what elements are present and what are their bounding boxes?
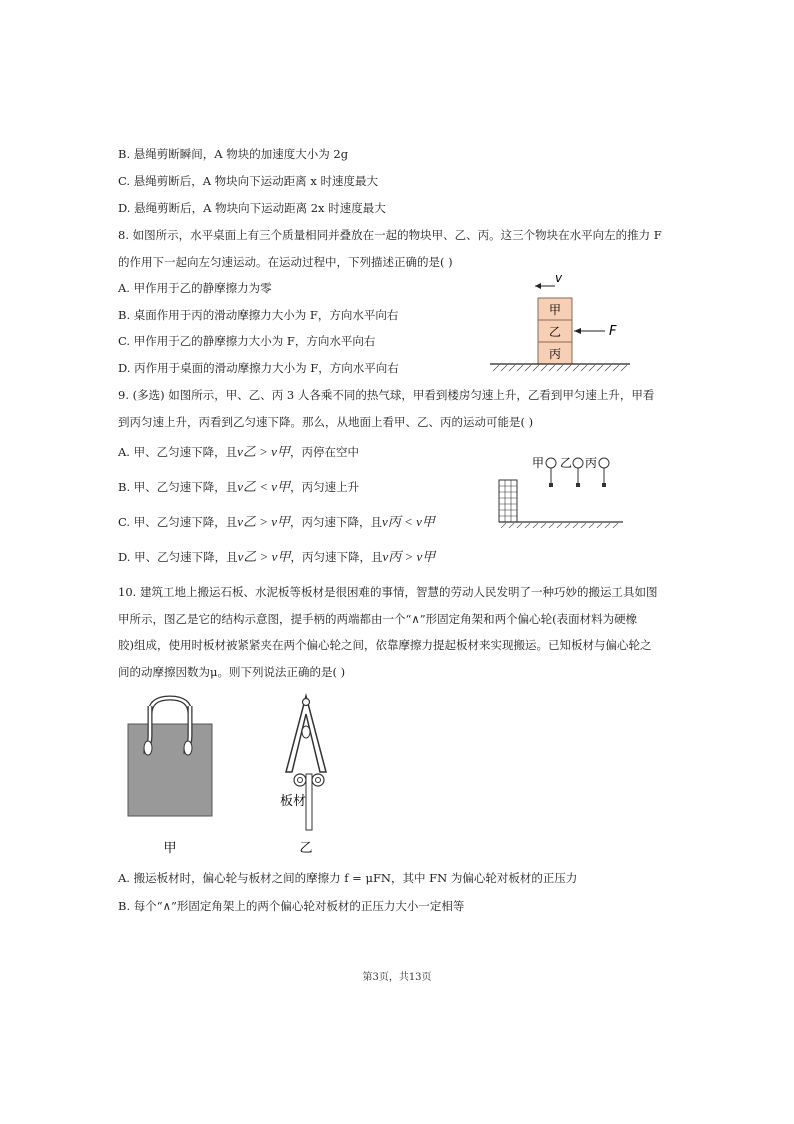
- balloon-label-yi: 乙: [560, 456, 573, 470]
- q9-option-d-relation: v乙 > v甲: [237, 549, 291, 564]
- q9-option-d-prefix: D. 甲、乙匀速下降，且: [118, 550, 238, 564]
- q10-option-a: A. 搬运板材时，偏心轮与板材之间的摩擦力 f = μFN，其中 FN 为偏心轮对板材的正压力: [118, 871, 578, 885]
- q9-option-a-prefix: A. 甲、乙匀速下降，且: [118, 445, 238, 459]
- q7-option-b: B. 悬绳剪断瞬间，A 物块的加速度大小为 2g: [118, 147, 349, 161]
- figure-label-jia: 甲: [163, 841, 177, 856]
- q10-stem-line-2: 甲所示，图乙是它的结构示意图，提手柄的两端都由一个“∧”形固定角架和两个偏心轮(表面材料为硬橡: [118, 612, 638, 626]
- q8-option-a: A. 甲作用于乙的静摩擦力为零: [118, 281, 272, 295]
- page-footer: 第3页，共13页: [362, 972, 432, 983]
- q9-option-b-suffix: ，丙匀速上升: [290, 480, 360, 494]
- q8-option-d: D. 丙作用于桌面的滑动摩擦力大小为 F，方向水平向右: [118, 361, 399, 375]
- q10-option-b: B. 每个“∧”形固定角架上的两个偏心轮对板材的正压力大小一定相等: [118, 899, 465, 913]
- q9-option-c-prefix: C. 甲、乙匀速下降，且: [118, 515, 238, 529]
- q9-option-a-relation: v乙 > v甲: [237, 444, 290, 459]
- q9-option-c-middle: ，丙匀速下降，且: [290, 515, 383, 529]
- q9-option-d-middle: ，丙匀速下降，且: [290, 550, 383, 564]
- board-label: 板材: [280, 794, 307, 809]
- q8-stem-line-1: 8. 如图所示，水平桌面上有三个质量相同并叠放在一起的物块甲、乙、丙。这三个物块在水平向左的推力 F: [118, 228, 662, 242]
- velocity-label: v: [555, 271, 563, 285]
- figure-label-yi: 乙: [299, 841, 313, 856]
- q9-option-d: [118, 549, 435, 565]
- balloon-label-jia: 甲: [532, 456, 545, 470]
- q10-stem-line-3: 胶)组成，使用时板材被紧紧夹在两个偏心轮之间，依靠摩擦力提起板材来实现搬运。已知板材与偏心轮之: [118, 638, 652, 652]
- block-label-jia: 甲: [548, 303, 562, 317]
- q10-figure-yi: [270, 692, 345, 860]
- q9-balloons-figure: [495, 450, 630, 530]
- q8-stacked-blocks-figure: [485, 270, 635, 375]
- q9-option-a-suffix: ，丙停在空中: [289, 445, 359, 459]
- q9-option-d-relation-2: v丙 > v甲: [382, 549, 436, 564]
- q10-stem-line-1: 10. 建筑工地上搬运石板、水泥板等板材是很困难的事情，智慧的劳动人民发明了一种巧妙的搬运工具如图: [118, 585, 658, 599]
- q9-option-c: [118, 514, 435, 530]
- q9-option-b: [118, 479, 359, 495]
- q10-figure-jia: [120, 692, 220, 860]
- q9-stem-line-1: 9. (多选) 如图所示，甲、乙、丙 3 人各乘不同的热气球，甲看到楼房匀速上升，乙看到甲匀速上升，甲看: [118, 388, 655, 402]
- q9-stem-line-2: 到丙匀速上升，丙看到乙匀速下降。那么，从地面上看甲、乙、丙的运动可能是( ): [118, 415, 534, 429]
- balloon-label-bing: 丙: [585, 456, 598, 470]
- q7-option-c: C. 悬绳剪断后，A 物块向下运动距离 x 时速度最大: [118, 174, 378, 188]
- block-label-yi: 乙: [548, 325, 562, 339]
- q9-option-b-relation: v乙 < v甲: [237, 479, 291, 494]
- q8-stem-line-2: 的作用下一起向左匀速运动。在运动过程中，下列描述正确的是( ): [118, 255, 453, 269]
- q9-option-a: [118, 444, 359, 460]
- q7-option-d: D. 悬绳剪断后，A 物块向下运动距离 2x 时速度最大: [118, 201, 386, 215]
- q8-option-b: B. 桌面作用于丙的滑动摩擦力大小为 F，方向水平向右: [118, 308, 399, 322]
- force-label: F: [609, 324, 617, 339]
- q9-option-c-relation-2: v丙 < v甲: [382, 514, 435, 529]
- q10-stem-line-4: 间的动摩擦因数为μ。则下列说法正确的是( ): [118, 665, 346, 679]
- q9-option-c-relation: v乙 > v甲: [237, 514, 291, 529]
- q9-option-b-prefix: B. 甲、乙匀速下降，且: [118, 480, 238, 494]
- block-label-bing: 丙: [548, 347, 562, 361]
- q8-option-c: C. 甲作用于乙的静摩擦力大小为 F，方向水平向右: [118, 334, 376, 348]
